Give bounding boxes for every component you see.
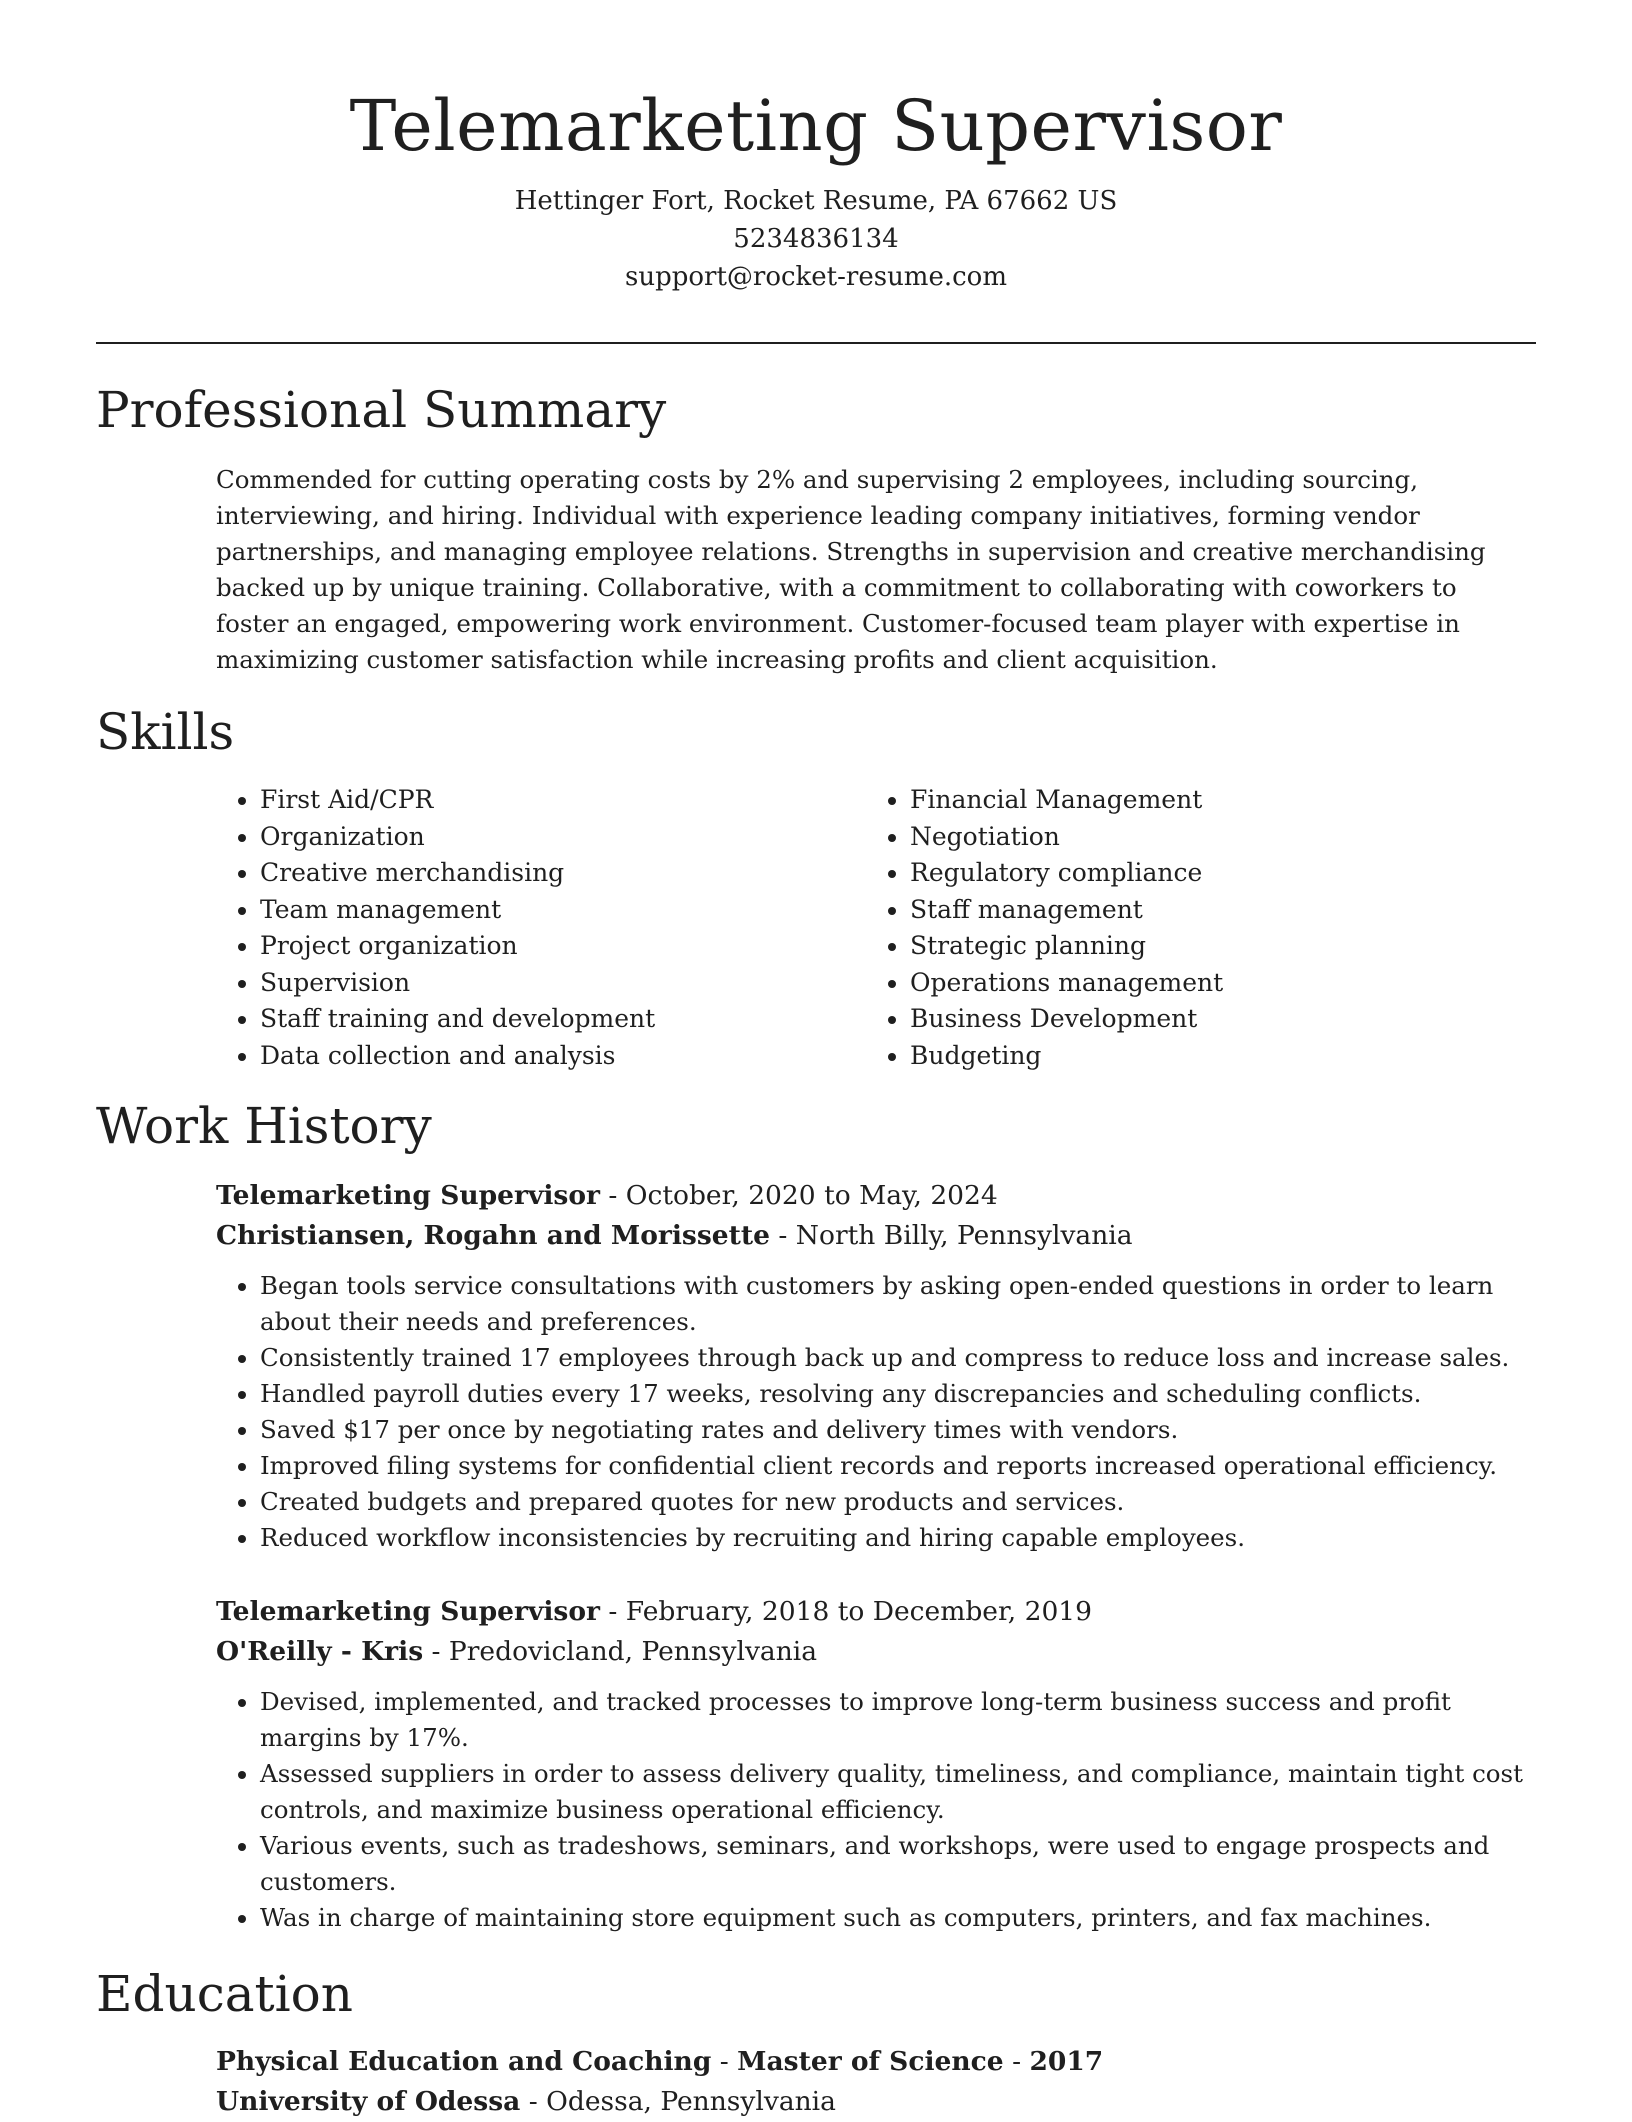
list-item: • Organization [260,819,822,856]
job-bullets [216,1684,1536,1936]
separator: - [769,1220,796,1251]
job-company: Christiansen, Rogahn and Morissette [216,1220,770,1251]
list-item: • Improved filing systems for confidential client records and reports increased operational efficiency. [260,1448,1536,1484]
degree-field: Physical Education and Coaching [216,2046,712,2077]
list-item: • Budgeting [910,1038,1472,1075]
school-name: University of Odessa [216,2086,521,2117]
job-dates: February, 2018 to December, 2019 [625,1596,1093,1627]
list-item: • Project organization [260,928,822,965]
job-position: Telemarketing Supervisor [216,1596,600,1627]
skills-heading: Skills [96,703,235,761]
list-item: • Staff management [910,892,1472,929]
skills-column-right [866,782,1472,1074]
candidate-name: Telemarketing Supervisor [349,85,1283,167]
list-item: • Data collection and analysis [260,1038,822,1075]
separator: - [599,1180,626,1211]
list-item: • Negotiation [910,819,1472,856]
job-company: O'Reilly - Kris [216,1636,424,1667]
list-item: • First Aid/CPR [260,782,822,819]
job-location: Predovicland, Pennsylvania [448,1636,818,1667]
separator: - [1003,2046,1030,2077]
list-item: • Consistently trained 17 employees through back up and compress to reduce loss and increase sales. [260,1340,1536,1376]
list-item: • Created budgets and prepared quotes for new products and services. [260,1484,1536,1520]
skills-list [216,782,1536,1074]
job-dates: October, 2020 to May, 2024 [625,1180,998,1211]
school-location: Odessa, Pennsylvania [546,2086,836,2117]
summary-text: Commended for cutting operating costs by 2% and supervising 2 employees, including sourcing, interviewing, and hiring. Individual with experience leading company initiatives, forming vendor partnerships, and managing employee relations. Strengths in supervision and creative merchandising backed up by unique training. Collaborative, with a commitment to collaborating with coworkers to foster an engaged, empowering work environment. Customer-focused team player with expertise in maximizing customer satisfaction while increasing profits and client acquisition. [216,465,1486,674]
list-item: • Financial Management [910,782,1472,819]
header-divider [96,342,1536,344]
separator: - [520,2086,547,2117]
job-position: Telemarketing Supervisor [216,1180,600,1211]
job-bullets [216,1268,1536,1556]
list-item: • Business Development [910,1001,1472,1038]
resume-header [96,84,1536,296]
graduation-year: 2017 [1029,2046,1104,2077]
list-item: • Regulatory compliance [910,855,1472,892]
list-item: • Staff training and development [260,1001,822,1038]
work-history-heading: Work History [96,1097,432,1155]
separator: - [711,2046,738,2077]
job-entry [216,1176,1536,1556]
list-item: • Strategic planning [910,928,1472,965]
job-title-line [216,1176,1536,1216]
job-company-line [216,1632,1536,1672]
summary-heading: Professional Summary [96,381,667,439]
school-line [216,2082,1536,2122]
list-item: • Reduced workflow inconsistencies by recruiting and hiring capable employees. [260,1520,1536,1556]
job-location: North Billy, Pennsylvania [795,1220,1133,1251]
list-item: • Team management [260,892,822,929]
address: Hettinger Fort, Rocket Resume, PA 67662 US [514,186,1118,216]
email: support@rocket-resume.com [624,262,1007,292]
job-title-line [216,1592,1536,1632]
separator: - [599,1596,626,1627]
list-item: • Various events, such as tradeshows, seminars, and workshops, were used to engage prospects and customers. [260,1828,1536,1900]
degree: Master of Science [737,2046,1004,2077]
education-entry [216,2042,1536,2122]
list-item: • Operations management [910,965,1472,1002]
degree-line [216,2042,1536,2082]
list-item: • Creative merchandising [260,855,822,892]
list-item: • Assessed suppliers in order to assess delivery quality, timeliness, and compliance, maintain tight cost controls, and maximize business operational efficiency. [260,1756,1536,1828]
list-item: • Began tools service consultations with customers by asking open-ended questions in order to learn about their needs and preferences. [260,1268,1536,1340]
list-item: • Handled payroll duties every 17 weeks, resolving any discrepancies and scheduling conflicts. [260,1376,1536,1412]
list-item: • Saved $17 per once by negotiating rates and delivery times with vendors. [260,1412,1536,1448]
separator: - [423,1636,449,1667]
phone: 5234836134 [733,224,899,254]
list-item: • Was in charge of maintaining store equipment such as computers, printers, and fax machines. [260,1900,1536,1936]
skills-column-left [216,782,822,1074]
list-item: • Devised, implemented, and tracked processes to improve long-term business success and profit margins by 17%. [260,1684,1536,1756]
list-item: • Supervision [260,965,822,1002]
job-entry [216,1592,1536,1936]
education-heading: Education [96,1965,353,2023]
job-company-line [216,1216,1536,1256]
